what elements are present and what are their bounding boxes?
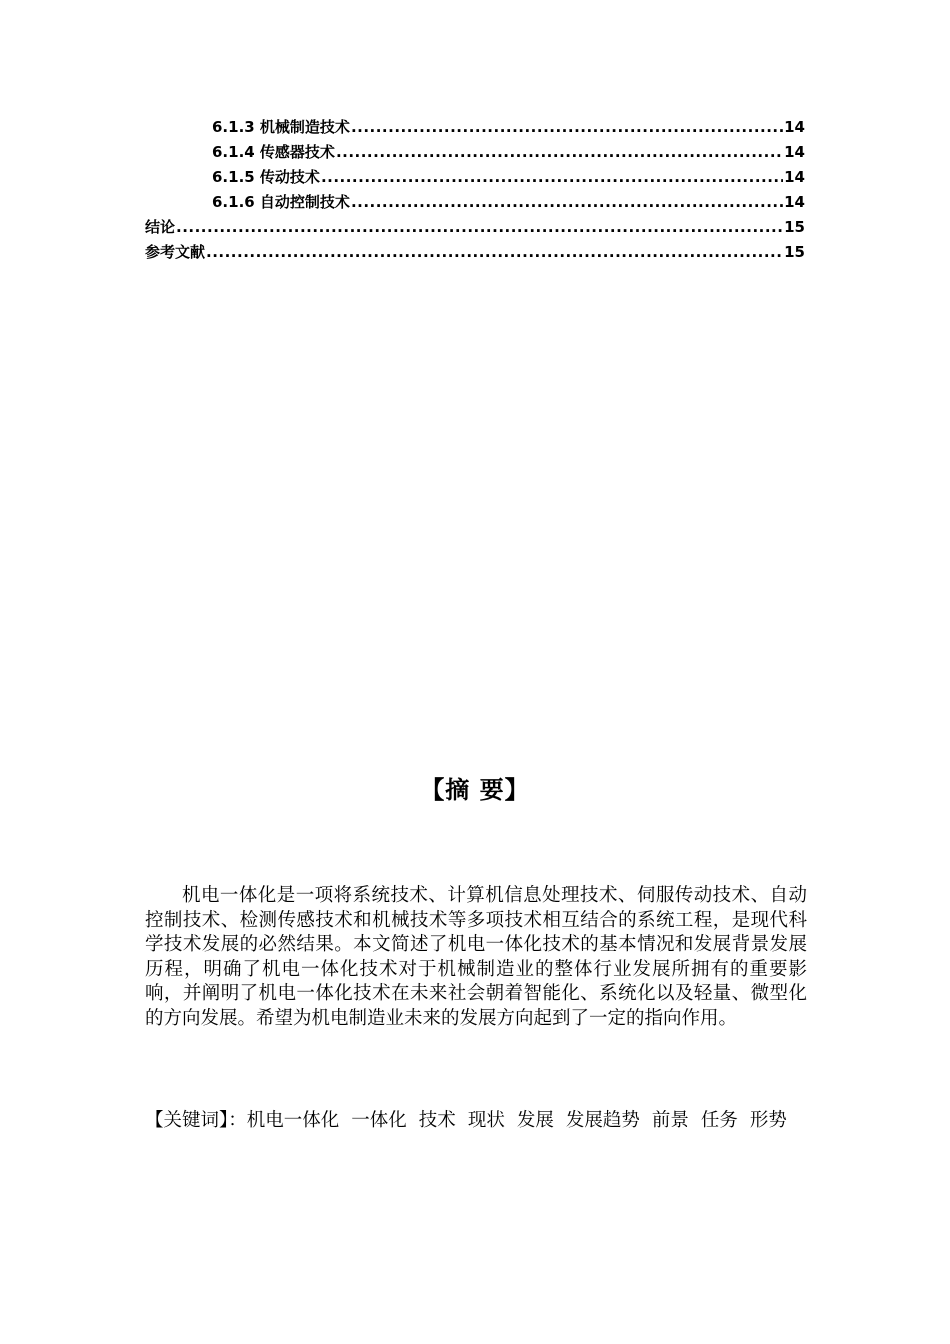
toc-entry-page: 14 xyxy=(784,193,805,211)
toc-entry-page: 14 xyxy=(784,118,805,136)
toc-dot-leader xyxy=(206,240,783,265)
keyword: 技术 xyxy=(418,1110,456,1131)
toc-dot-leader xyxy=(351,190,783,215)
keywords-label: 【关键词】： xyxy=(145,1110,247,1131)
toc-dot-leader xyxy=(321,165,783,190)
toc-entry-label: 6.1.5 传动技术 xyxy=(212,168,320,186)
toc-dot-leader xyxy=(176,215,783,240)
toc-entry-conclusion[interactable] xyxy=(145,215,805,240)
toc-entry-page: 15 xyxy=(784,218,805,236)
toc-entry-label: 6.1.4 传感器技术 xyxy=(212,143,335,161)
abstract-paragraph: 机电一体化是一项将系统技术、计算机信息处理技术、伺服传动技术、自动控制技术、检测传感技术和机械技术等多项技术相互结合的系统工程，是现代科学技术发展的必然结果。本文简述了机电一体化技术的基本情况和发展背景发展历程，明确了机电一体化技术对于机械制造业的整体行业发展所拥有的重要影响，并阐明了机电一体化技术在未来社会朝着智能化、系统化以及轻量、微型化的方向发展。希望为机电制造业未来的发展方向起到了一定的指向作用。 xyxy=(145,885,807,1029)
keyword: 任务 xyxy=(700,1110,738,1131)
toc-entry-label: 参考文献 xyxy=(145,243,206,261)
keyword: 机电一体化 xyxy=(246,1110,340,1131)
keyword: 发展趋势 xyxy=(565,1110,640,1131)
toc-entry-page: 14 xyxy=(784,168,805,186)
toc-entry-label: 6.1.3 机械制造技术 xyxy=(212,118,350,136)
keyword: 现状 xyxy=(467,1110,505,1131)
keywords-line xyxy=(145,1108,845,1134)
keyword: 形势 xyxy=(749,1110,787,1131)
toc-dot-leader xyxy=(336,140,783,165)
toc-entry-label: 结论 xyxy=(145,218,176,236)
toc-dot-leader xyxy=(351,115,783,140)
keyword: 发展 xyxy=(516,1110,554,1131)
toc-entry-6-1-6[interactable] xyxy=(145,190,805,215)
toc-entry-page: 14 xyxy=(784,143,805,161)
toc-entry-6-1-5[interactable] xyxy=(145,165,805,190)
toc-entry-references[interactable] xyxy=(145,240,805,265)
abstract-heading: 【摘 要】 xyxy=(420,776,530,804)
keyword: 前景 xyxy=(651,1110,689,1131)
toc-entry-6-1-3[interactable] xyxy=(145,115,805,140)
toc-entry-page: 15 xyxy=(784,243,805,261)
keyword: 一体化 xyxy=(351,1110,407,1131)
toc-entry-6-1-4[interactable] xyxy=(145,140,805,165)
table-of-contents xyxy=(145,115,805,265)
toc-entry-label: 6.1.6 自动控制技术 xyxy=(212,193,350,211)
